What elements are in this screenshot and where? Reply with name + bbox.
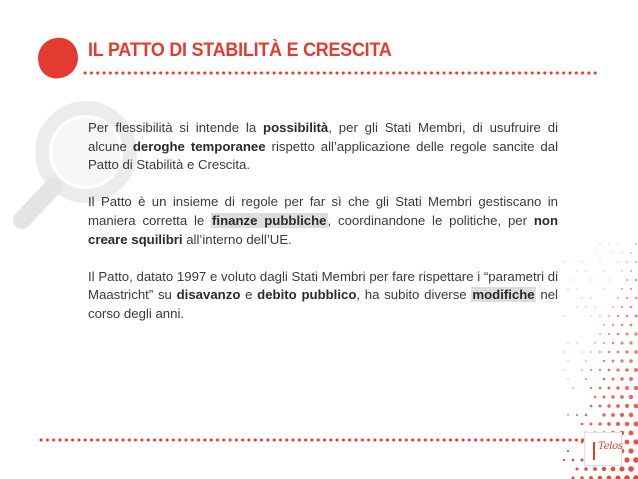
halftone-dot: [625, 440, 630, 445]
halftone-dot: [603, 378, 606, 381]
halftone-dot: [607, 404, 610, 407]
halftone-dot: [603, 396, 606, 399]
halftone-dot: [563, 369, 564, 370]
halftone-dot: [576, 270, 577, 271]
halftone-dot: [634, 332, 637, 335]
halftone-dot: [594, 396, 597, 399]
halftone-dot: [576, 288, 577, 289]
halftone-dot: [625, 368, 629, 372]
halftone-dot: [628, 448, 633, 453]
halftone-dot: [608, 315, 610, 317]
halftone-dot: [563, 351, 564, 352]
text-run: , coordinandone le politiche, per: [327, 212, 534, 228]
text-bold-run: possibilità: [263, 120, 329, 135]
halftone-dot: [628, 466, 634, 472]
highlighted-term: finanze pubbliche: [212, 212, 327, 228]
halftone-dot: [630, 306, 633, 309]
halftone-dot: [576, 414, 578, 416]
halftone-dot: [567, 288, 568, 289]
text-bold-run: deroghe temporanee: [132, 138, 266, 154]
halftone-dot: [585, 360, 587, 362]
halftone-dot: [572, 387, 573, 388]
halftone-dot: [629, 395, 633, 399]
paragraph-flessibilita: [88, 119, 558, 175]
halftone-dot: [612, 306, 614, 308]
halftone-dot: [594, 342, 596, 344]
halftone-dot: [616, 404, 620, 408]
halftone-dot: [608, 333, 610, 335]
halftone-dot: [585, 414, 587, 416]
halftone-dot: [608, 351, 610, 353]
halftone-dot: [590, 369, 592, 371]
halftone-dot: [603, 270, 604, 271]
halftone-dot: [608, 243, 609, 244]
bottom-dotted-divider: [38, 438, 588, 442]
halftone-dot: [581, 423, 583, 425]
halftone-dot: [563, 315, 564, 316]
halftone-dot: [629, 341, 632, 344]
halftone-dot: [608, 369, 611, 372]
highlighted-term: modifiche: [472, 287, 535, 303]
halftone-dot: [603, 342, 605, 344]
halftone-dot: [620, 377, 624, 381]
top-dotted-divider: [82, 71, 600, 75]
halftone-dot: [617, 351, 620, 354]
halftone-dot: [635, 261, 637, 263]
halftone-dot: [617, 243, 618, 244]
halftone-dot: [567, 342, 568, 343]
halftone-dot: [626, 315, 629, 318]
halftone-dot: [617, 315, 619, 317]
halftone-dot: [626, 297, 628, 299]
halftone-dot: [594, 252, 595, 253]
halftone-dot: [581, 297, 582, 298]
halftone-dot: [599, 387, 602, 390]
halftone-dot: [590, 405, 593, 408]
body-text: [88, 119, 558, 342]
halftone-dot: [625, 422, 630, 427]
halftone-dot: [567, 378, 568, 379]
halftone-dot: [611, 413, 615, 417]
halftone-dot: [626, 279, 628, 281]
halftone-dot: [621, 270, 623, 272]
halftone-dot: [563, 261, 564, 262]
text-bold-run: debito pubblico: [257, 287, 357, 303]
halftone-dot: [620, 395, 624, 399]
halftone-dot: [599, 261, 600, 262]
halftone-dot: [576, 468, 579, 471]
halftone-dot: [615, 475, 620, 479]
halftone-dot: [584, 467, 587, 470]
halftone-dot: [567, 450, 569, 452]
halftone-dot: [611, 395, 614, 398]
halftone-dot: [626, 333, 629, 336]
halftone-dot: [611, 467, 616, 472]
text-run: rispetto all’applicazione delle regole sancite dal Patto di Stabilità e Crescita.: [88, 138, 558, 173]
halftone-dot: [617, 261, 618, 262]
halftone-dot: [581, 369, 583, 371]
halftone-dot: [624, 475, 629, 479]
halftone-dot: [617, 297, 619, 299]
paragraph-storia: [88, 268, 558, 324]
halftone-dot: [634, 386, 638, 390]
halftone-dot: [635, 297, 638, 300]
telos-logo: [584, 432, 622, 466]
text-run: , per gli Stati Membri, di usufruire di alcune: [88, 120, 559, 154]
halftone-dot: [633, 475, 638, 479]
halftone-dot: [616, 368, 619, 371]
halftone-dot: [616, 386, 619, 389]
halftone-dot: [608, 279, 609, 280]
text-run: Il Patto, datato 1997 e voluto dagli Stati Membri per fare rispettare i “parametri di Maastricht” su: [88, 268, 558, 303]
halftone-dot: [630, 270, 632, 272]
text-run: , ha subito diverse: [356, 287, 472, 303]
halftone-dot: [612, 360, 615, 363]
halftone-dot: [590, 423, 593, 426]
halftone-dot: [629, 359, 633, 363]
halftone-dot: [612, 342, 614, 344]
halftone-dot: [585, 306, 586, 307]
halftone-dot: [590, 387, 592, 389]
halftone-dot: [603, 324, 605, 326]
halftone-dot: [625, 386, 629, 390]
halftone-dot: [617, 333, 620, 336]
halftone-dot: [612, 324, 614, 326]
halftone-dot: [621, 306, 623, 308]
halftone-dot: [599, 243, 600, 244]
halftone-dot: [620, 413, 624, 417]
text-bold-run: disavanzo: [176, 287, 241, 303]
text-run: Il Patto è un insieme di regole per far sì che gli Stati Membri gestiscano in maniera corretta le: [88, 194, 558, 228]
halftone-dot: [629, 413, 634, 418]
halftone-dot: [594, 306, 595, 307]
halftone-dot: [590, 315, 591, 316]
halftone-dot: [630, 324, 633, 327]
halftone-dot: [599, 279, 600, 280]
text-run: e: [240, 287, 258, 303]
halftone-dot: [567, 360, 568, 361]
logo-bar: [593, 442, 595, 460]
halftone-dot: [599, 351, 601, 353]
halftone-dot: [624, 457, 629, 462]
halftone-dot: [634, 314, 637, 317]
slide-title: IL PATTO DI STABILITÀ E CRESCITA: [88, 40, 392, 61]
halftone-dot: [585, 378, 587, 380]
halftone-dot: [607, 422, 611, 426]
halftone-dot: [629, 377, 633, 381]
halftone-dot: [611, 377, 614, 380]
text-run: Per flessibilità si intende la: [88, 120, 264, 135]
halftone-dot: [572, 279, 573, 280]
halftone-dot: [563, 459, 565, 461]
halftone-dot: [581, 351, 582, 352]
text-run: nel corso degli anni.: [88, 287, 558, 321]
halftone-dot: [572, 459, 575, 462]
halftone-dot: [633, 457, 638, 463]
halftone-dot: [616, 422, 620, 426]
halftone-dot: [590, 297, 591, 298]
halftone-dot: [599, 315, 600, 316]
title-bullet-shape: [34, 34, 81, 81]
halftone-dot: [576, 306, 577, 307]
halftone-dot: [599, 333, 601, 335]
halftone-dot: [576, 342, 577, 343]
halftone-dot: [634, 350, 638, 354]
paragraph-patto: [88, 193, 558, 249]
halftone-dot: [625, 404, 629, 408]
halftone-dot: [567, 414, 569, 416]
halftone-dot: [581, 261, 582, 262]
halftone-dot: [585, 270, 586, 271]
halftone-dot: [634, 422, 638, 427]
halftone-dot: [621, 342, 624, 345]
halftone-dot: [590, 279, 591, 280]
halftone-dot: [607, 386, 610, 389]
text-bold-run: non creare squilibri: [88, 212, 558, 247]
halftone-dot: [621, 252, 622, 253]
halftone-dot: [621, 288, 623, 290]
halftone-dot: [635, 279, 637, 281]
halftone-dot: [626, 261, 628, 263]
halftone-dot: [619, 466, 624, 471]
halftone-dot: [598, 422, 601, 425]
halftone-dot: [625, 350, 628, 353]
halftone-dot: [620, 359, 623, 362]
halftone-dot: [599, 369, 601, 371]
halftone-dot: [635, 243, 637, 245]
halftone-dot: [612, 252, 613, 253]
halftone-dot: [602, 413, 605, 416]
logo-text: Telos: [598, 441, 623, 452]
halftone-dot: [603, 288, 604, 289]
halftone-dot: [602, 467, 606, 471]
halftone-dot: [629, 431, 634, 436]
halftone-dot: [621, 324, 624, 327]
halftone-dot: [593, 467, 597, 471]
halftone-dot: [599, 405, 602, 408]
text-run: all’interno dell’UE.: [182, 231, 292, 247]
halftone-dot: [590, 351, 592, 353]
halftone-dot: [630, 252, 632, 254]
halftone-dot: [633, 439, 638, 444]
halftone-dot: [630, 288, 632, 290]
halftone-dot: [603, 360, 605, 362]
halftone-dot: [634, 368, 638, 372]
halftone-dot: [634, 404, 638, 409]
